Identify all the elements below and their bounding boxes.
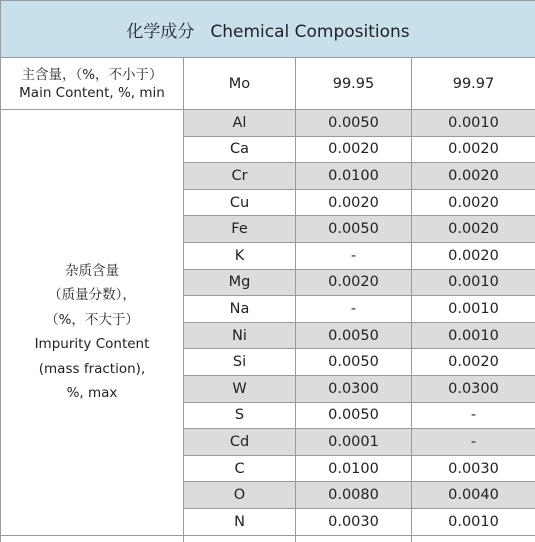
- bottom-strip: [296, 535, 412, 542]
- element-cell: Al: [184, 110, 296, 137]
- element-cell: S: [184, 402, 296, 429]
- main-content-row: [1, 58, 535, 110]
- value-2-cell: 0.0040: [412, 482, 535, 509]
- value-2-cell: 0.0020: [412, 349, 535, 376]
- title-en: Chemical Compositions: [210, 22, 409, 42]
- value-1-cell: 0.0050: [296, 216, 412, 243]
- value-1-cell: 0.0001: [296, 429, 412, 456]
- value-2-cell: 0.0020: [412, 136, 535, 163]
- bottom-strip: [184, 535, 296, 542]
- element-cell: W: [184, 375, 296, 402]
- main-content-label-zh: 主含量，（%，不小于）: [1, 66, 183, 84]
- element-cell: N: [184, 508, 296, 535]
- impurity-label-line: （%，不大于）: [1, 308, 183, 333]
- impurity-label-line: Impurity Content: [1, 332, 183, 357]
- element-cell: Cu: [184, 189, 296, 216]
- element-cell: Si: [184, 349, 296, 376]
- main-content-label-en: Main Content, %, min: [1, 84, 183, 102]
- value-1-cell: 0.0050: [296, 322, 412, 349]
- impurity-row: [1, 110, 535, 137]
- element-cell: K: [184, 242, 296, 269]
- value-2-cell: 0.0010: [412, 110, 535, 137]
- value-1-cell: 0.0300: [296, 375, 412, 402]
- impurity-label-line: (mass fraction),: [1, 357, 183, 382]
- value-1-cell: 0.0050: [296, 349, 412, 376]
- element-cell: Fe: [184, 216, 296, 243]
- bottom-strip: [1, 535, 184, 542]
- value-1-cell: -: [296, 296, 412, 323]
- value-1-cell: 0.0080: [296, 482, 412, 509]
- main-value-2: 99.97: [412, 58, 535, 110]
- main-element: Mo: [184, 58, 296, 110]
- value-1-cell: 0.0100: [296, 455, 412, 482]
- value-2-cell: 0.0030: [412, 455, 535, 482]
- value-1-cell: -: [296, 242, 412, 269]
- element-cell: Na: [184, 296, 296, 323]
- element-cell: C: [184, 455, 296, 482]
- value-1-cell: 0.0030: [296, 508, 412, 535]
- impurity-label-line: %, max: [1, 381, 183, 406]
- value-2-cell: -: [412, 402, 535, 429]
- impurity-rows: [1, 110, 535, 536]
- element-cell: Cd: [184, 429, 296, 456]
- element-cell: Mg: [184, 269, 296, 296]
- impurity-label-line: （质量分数），: [1, 283, 183, 308]
- value-2-cell: 0.0010: [412, 296, 535, 323]
- value-1-cell: 0.0020: [296, 269, 412, 296]
- value-1-cell: 0.0100: [296, 163, 412, 190]
- table-title: [1, 1, 535, 58]
- impurity-content-label: [1, 110, 184, 536]
- value-2-cell: 0.0020: [412, 242, 535, 269]
- value-2-cell: -: [412, 429, 535, 456]
- value-1-cell: 0.0050: [296, 110, 412, 137]
- element-cell: O: [184, 482, 296, 509]
- value-1-cell: 0.0020: [296, 189, 412, 216]
- element-cell: Cr: [184, 163, 296, 190]
- bottom-strip: [412, 535, 535, 542]
- value-2-cell: 0.0010: [412, 269, 535, 296]
- element-cell: Ni: [184, 322, 296, 349]
- value-2-cell: 0.0020: [412, 189, 535, 216]
- value-2-cell: 0.0020: [412, 216, 535, 243]
- main-value-1: 99.95: [296, 58, 412, 110]
- title-zh: 化学成分: [126, 17, 194, 42]
- main-content-label: [1, 58, 184, 110]
- value-1-cell: 0.0050: [296, 402, 412, 429]
- bottom-strip-row: [1, 535, 535, 542]
- element-cell: Ca: [184, 136, 296, 163]
- value-2-cell: 0.0010: [412, 508, 535, 535]
- impurity-label-line: 杂质含量: [1, 259, 183, 284]
- value-1-cell: 0.0020: [296, 136, 412, 163]
- title-row: [1, 1, 535, 58]
- value-2-cell: 0.0020: [412, 163, 535, 190]
- value-2-cell: 0.0300: [412, 375, 535, 402]
- value-2-cell: 0.0010: [412, 322, 535, 349]
